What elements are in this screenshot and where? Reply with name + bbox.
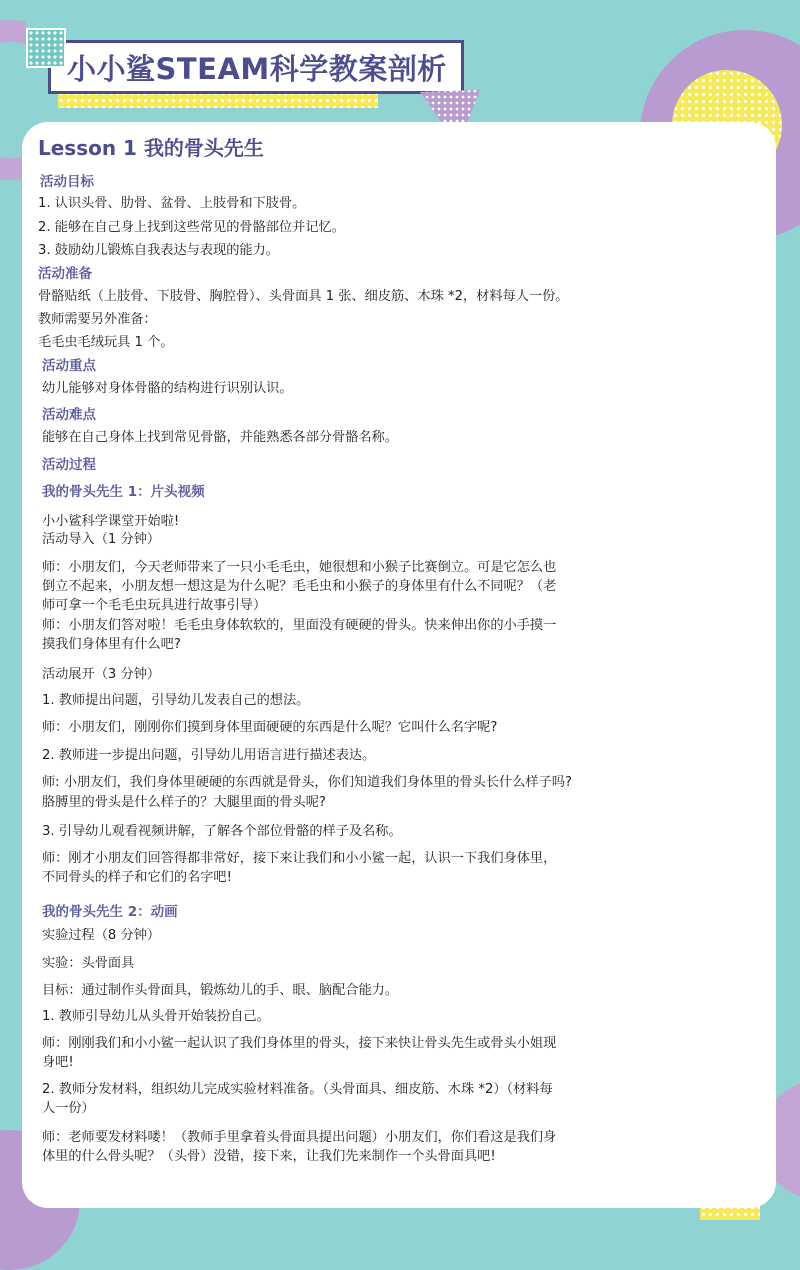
goal-item: 2. 能够在自己身上找到这些常见的骨骼部位并记忆。 [38,220,345,235]
decorative-dots-square [26,28,66,68]
part1-line: 胳膊里的骨头是什么样子的？大腿里面的骨头呢? [42,795,326,810]
part1-line: 师：刚才小朋友们回答得都非常好，接下来让我们和小小鲨一起，认识一下我们身体里， [42,851,557,866]
part1-line: 师: 小朋友们，我们身体里硬硬的东西就是骨头，你们知道我们身体里的骨头长什么样子吗? [42,775,572,790]
prep-line: 毛毛虫毛绒玩具 1 个。 [38,335,174,350]
goal-item: 1. 认识头骨、肋骨、盆骨、上肢骨和下肢骨。 [38,196,306,211]
part2-line: 师：老师要发材料喽！（教师手里拿着头骨面具提出问题）小朋友们，你们看这是我们身 [42,1130,557,1145]
part2-line: 实验过程（8 分钟） [42,928,161,943]
goals-heading: 活动目标 [40,174,94,190]
part2-line: 1. 教师引导幼儿从头骨开始装扮自己。 [42,1009,270,1024]
lesson-title: Lesson 1 我的骨头先生 [38,136,264,160]
part2-line: 实验：头骨面具 [42,956,135,971]
part2-line: 人一份） [42,1101,95,1116]
part1-line: 师：小朋友们答对啦！毛毛虫身体软软的，里面没有硬硬的骨头。快来伸出你的小手摸一 [42,618,557,633]
prep-line: 骨骼贴纸（上肢骨、下肢骨、胸腔骨）、头骨面具 1 张、细皮筋、木珠 *2，材料每人一份。 [38,289,569,304]
difficulty-text: 能够在自己身体上找到常见骨骼，并能熟悉各部分骨骼名称。 [42,430,399,445]
part1-line: 活动展开（3 分钟） [42,667,161,682]
part2-line: 身吧! [42,1055,74,1070]
part1-line: 倒立不起来，小朋友想一想这是为什么呢？毛毛虫和小猴子的身体里有什么不同呢？（老 [42,579,557,594]
part1-line: 小小鲨科学课堂开始啦! [42,514,180,529]
part2-line: 2. 教师分发材料，组织幼儿完成实验材料准备。（头骨面具、细皮筋、木珠 *2）（材料每 [42,1082,553,1097]
part1-line: 3. 引导幼儿观看视频讲解，了解各个部位骨骼的样子及名称。 [42,824,402,839]
lesson-card [22,122,776,1208]
part1-line: 师可拿一个毛毛虫玩具进行故事引导） [42,598,267,613]
page-title [48,40,464,94]
prep-line: 教师需要另外准备： [38,312,157,327]
part2-line: 体里的什么骨头呢？（头骨）没错，接下来，让我们先来制作一个头骨面具吧! [42,1149,496,1164]
part1-line: 不同骨头的样子和它们的名字吧! [42,870,232,885]
part1-line: 2. 教师进一步提出问题，引导幼儿用语言进行描述表达。 [42,748,376,763]
part2-line: 师：刚刚我们和小小鲨一起认识了我们身体里的骨头，接下来快让骨头先生或骨头小姐现 [42,1036,557,1051]
process-heading: 活动过程 [42,457,96,473]
part1-heading: 我的骨头先生 1：片头视频 [42,484,205,500]
part1-line: 师：小朋友们，刚刚你们摸到身体里面硬硬的东西是什么呢？它叫什么名字呢? [42,720,498,735]
part1-line: 摸我们身体里有什么吧? [42,637,181,652]
goal-item: 3. 鼓励幼儿锻炼自我表达与表现的能力。 [38,243,279,258]
difficulty-heading: 活动难点 [42,407,96,423]
part2-heading: 我的骨头先生 2：动画 [42,904,178,920]
focus-text: 幼儿能够对身体骨骼的结构进行识别认识。 [42,381,293,396]
part1-line: 1. 教师提出问题，引导幼儿发表自己的想法。 [42,693,310,708]
prep-heading: 活动准备 [38,266,92,282]
page-title-text: 小小鲨STEAM科学教案剖析 [67,51,447,86]
part2-line: 目标：通过制作头骨面具，锻炼幼儿的手、眼、脑配合能力。 [42,983,399,998]
part1-line: 活动导入（1 分钟） [42,532,161,547]
part1-line: 师：小朋友们，今天老师带来了一只小毛毛虫，她很想和小猴子比赛倒立。可是它怎么也 [42,560,557,575]
focus-heading: 活动重点 [42,358,96,374]
